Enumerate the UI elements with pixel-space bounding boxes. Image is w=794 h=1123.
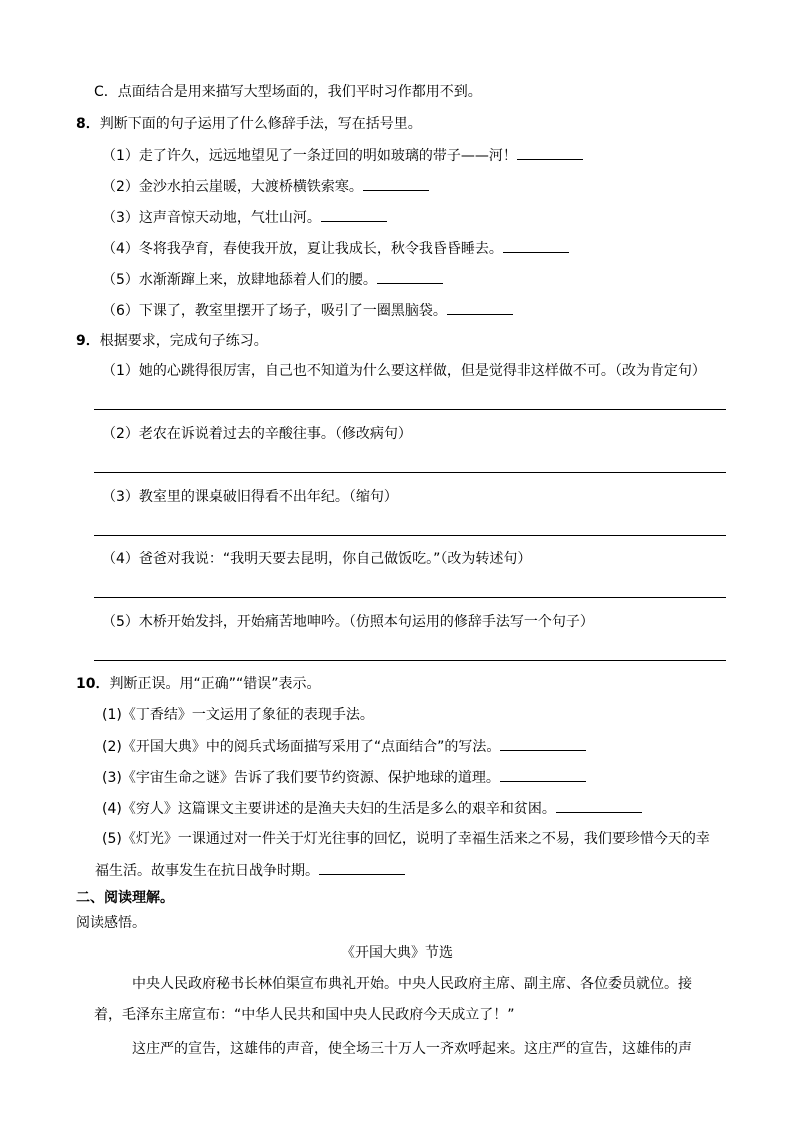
section-heading: 二、阅读理解。 [76, 890, 174, 906]
q9-stem [76, 332, 268, 350]
q10-answer-blank-3[interactable] [500, 768, 586, 782]
q9-item-2: （2）老农在诉说着过去的辛酸往事。（修改病句） [102, 426, 412, 442]
q10-number: 10． [76, 676, 110, 692]
q8-item-5 [102, 270, 443, 289]
q10-answer-blank-4[interactable] [556, 799, 642, 813]
q9-item-5: （5）木桥开始发抖，开始痛苦地呻吟。（仿照本句运用的修辞手法写一个句子） [102, 614, 594, 630]
passage-line-3: 这庄严的宣告，这雄伟的声音，使全场三十万人一齐欢呼起来。这庄严的宣告，这雄伟的声 [132, 1041, 692, 1057]
q10-item-5-cont-text: 福生活。故事发生在抗日战争时期。 [95, 863, 319, 879]
q9-number: 9． [76, 333, 100, 349]
q8-answer-blank-5[interactable] [377, 270, 443, 284]
q8-item-2-text: （2）金沙水拍云崖暖，大渡桥横铁索寒。 [102, 179, 363, 195]
q8-item-6 [102, 301, 513, 320]
q9-item-1: （1）她的心跳得很厉害，自己也不知道为什么要这样做，但是觉得非这样做不可。（改为肯定句） [102, 363, 706, 379]
q9-answer-line-1[interactable] [94, 409, 726, 410]
section-intro: 阅读感悟。 [76, 915, 146, 931]
q8-item-3-text: （3）这声音惊天动地，气壮山河。 [102, 210, 321, 226]
q8-answer-blank-2[interactable] [363, 177, 429, 191]
q8-answer-blank-1[interactable] [517, 146, 583, 160]
q8-item-1-text: （1）走了许久，远远地望见了一条迂回的明如玻璃的带子——河！ [102, 148, 517, 164]
q10-item-3-text: (3)《宇宙生命之谜》告诉了我们要节约资源、保护地球的道理。 [102, 770, 500, 786]
q9-answer-line-2[interactable] [94, 472, 726, 473]
q8-stem-text: 判断下面的句子运用了什么修辞手法，写在括号里。 [99, 116, 422, 132]
q10-answer-blank-2[interactable] [500, 737, 586, 751]
q8-answer-blank-3[interactable] [321, 208, 387, 222]
q8-item-2 [102, 177, 429, 196]
q10-item-2 [102, 737, 586, 756]
q10-item-2-text: (2)《开国大典》中的阅兵式场面描写采用了“点面结合”的写法。 [102, 739, 501, 755]
q10-item-5: (5)《灯光》一课通过对一件关于灯光往事的回忆，说明了幸福生活来之不易，我们要珍惜今天的幸 [102, 831, 710, 847]
passage-line-2: 着，毛泽东主席宣布：“中华人民共和国中央人民政府今天成立了！” [94, 1007, 515, 1023]
q8-item-6-text: （6）下课了，教室里摆开了场子，吸引了一圈黑脑袋。 [102, 303, 447, 319]
q10-stem-text: 判断正误。用“正确”“错误”表示。 [109, 676, 321, 692]
q9-item-4: （4）爸爸对我说：“我明天要去昆明，你自己做饭吃。”（改为转述句） [102, 551, 532, 567]
q8-item-1 [102, 146, 583, 165]
q8-item-4 [102, 239, 569, 258]
q10-item-4 [102, 799, 642, 818]
q10-stem [76, 675, 321, 693]
q8-item-3 [102, 208, 387, 227]
q9-stem-text: 根据要求，完成句子练习。 [99, 333, 268, 349]
q8-answer-blank-6[interactable] [447, 301, 513, 315]
q8-item-4-text: （4）冬将我孕育，春使我开放，夏让我成长，秋令我昏昏睡去。 [102, 241, 503, 257]
passage-title: 《开国大典》节选 [341, 945, 453, 961]
passage-line-1: 中央人民政府秘书长林伯渠宣布典礼开始。中央人民政府主席、副主席、各位委员就位。接 [132, 976, 692, 992]
q10-answer-blank-5[interactable] [319, 861, 405, 875]
q9-answer-line-3[interactable] [94, 535, 726, 536]
q10-item-3 [102, 768, 586, 787]
q9-item-3: （3）教室里的课桌破旧得看不出年纪。（缩句） [102, 489, 398, 505]
q8-number: 8． [76, 116, 100, 132]
q9-answer-line-5[interactable] [94, 660, 726, 661]
q8-stem [76, 115, 422, 133]
q10-item-5-cont [95, 861, 405, 880]
q9-answer-line-4[interactable] [94, 597, 726, 598]
q8-answer-blank-4[interactable] [503, 239, 569, 253]
q10-item-4-text: (4)《穷人》这篇课文主要讲述的是渔夫夫妇的生活是多么的艰辛和贫困。 [102, 801, 556, 817]
q8-item-5-text: （5）水渐渐蹿上来，放肆地舔着人们的腰。 [102, 272, 377, 288]
q10-item-1: (1)《丁香结》一文运用了象征的表现手法。 [102, 707, 374, 723]
q7-option-c: C．点面结合是用来描写大型场面的，我们平时习作都用不到。 [94, 84, 482, 100]
